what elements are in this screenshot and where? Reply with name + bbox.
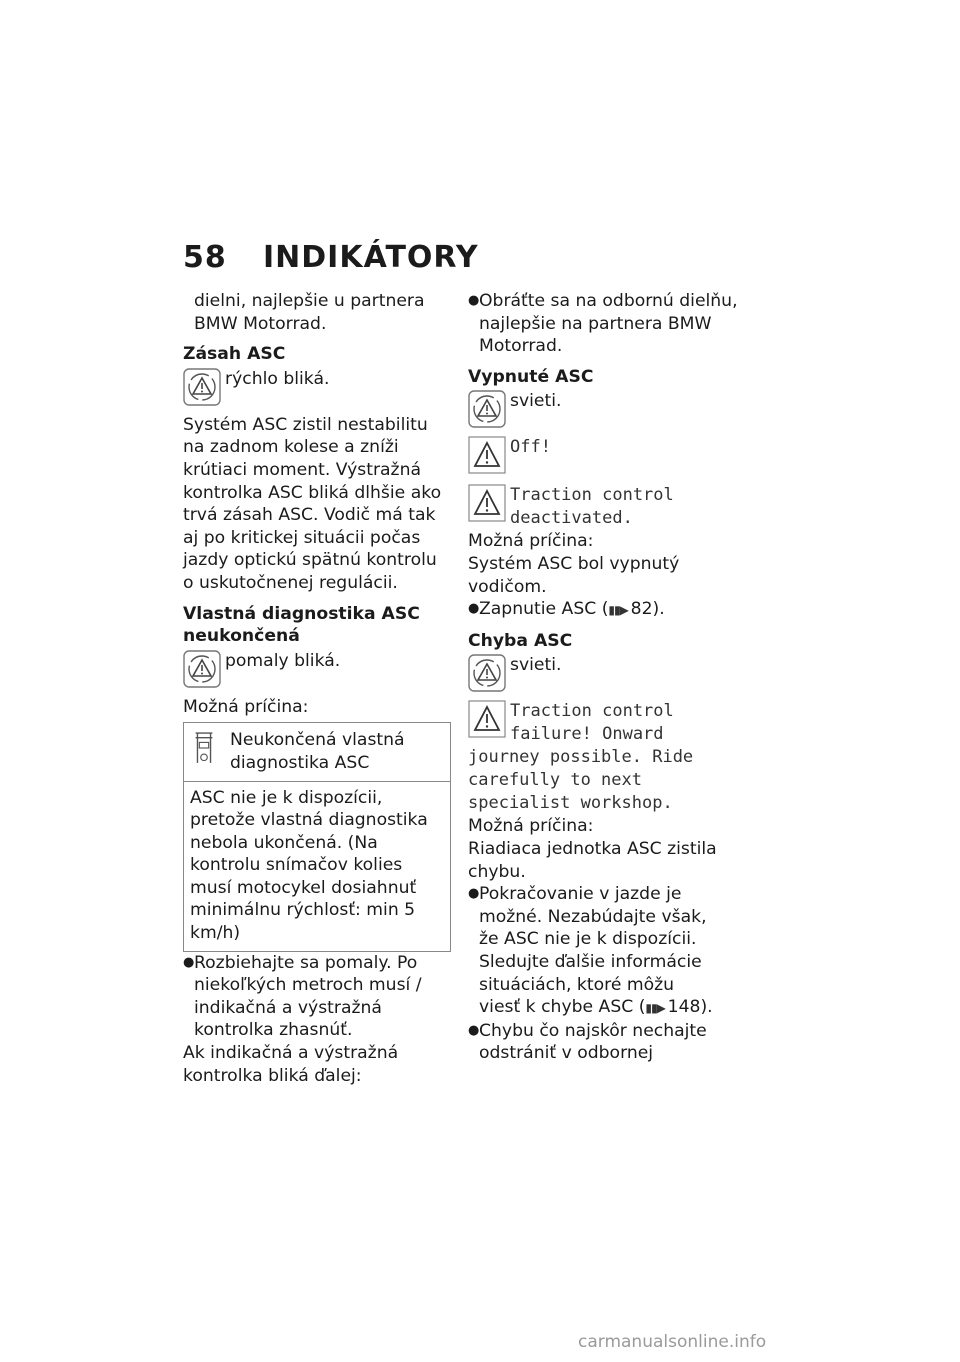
indicator-text: pomaly bliká. xyxy=(225,650,341,671)
list-item-text xyxy=(479,598,665,622)
list-item-end: ). xyxy=(700,997,713,1018)
cause-text: Riadiaca jednotka ASC zistila chybu. xyxy=(468,838,717,882)
cause-label: Možná príčina: xyxy=(468,531,594,552)
indicator-text: svieti. xyxy=(510,391,562,412)
left-column xyxy=(183,290,451,1087)
list-item-text: Chybu čo najskôr nechajte odstrániť v odbornej xyxy=(479,1020,707,1064)
asc-warning-light-icon xyxy=(468,390,506,428)
page-reference-arrow-icon: ▮▮▶ xyxy=(645,1001,668,1016)
asc-description: Systém ASC zistil nestabilitu na zadnom kolese a zníži krútiaci moment. Výstražná kontrolka ASC bliká dlhšie ako trvá zásah ASC. Vodič má tak aj po kritickej situácii počas jazdy optickú spätnú kontrolu o uskutočnenej regulácii. xyxy=(183,414,442,593)
bullet-icon: ● xyxy=(183,954,195,970)
indicator-text: rýchlo bliká. xyxy=(225,368,330,389)
cause-text: Systém ASC bol vypnutý vodičom. xyxy=(468,553,680,597)
note-title: Neukončená vlastná diagnostika ASC xyxy=(230,730,405,773)
page-number: 58 xyxy=(183,240,227,275)
warning-triangle-icon xyxy=(468,436,506,474)
asc-warning-light-icon xyxy=(183,368,221,406)
page-title: INDIKÁTORY xyxy=(263,240,479,275)
section-heading-asc-off: Vypnuté ASC xyxy=(468,366,594,387)
asc-warning-light-icon xyxy=(183,650,221,688)
indicator-row xyxy=(468,390,738,428)
tool-icon xyxy=(190,729,230,774)
asc-warning-light-icon xyxy=(468,654,506,692)
section-heading-asc-intervention: Zásah ASC xyxy=(183,344,286,365)
list-item xyxy=(468,598,738,622)
warning-triangle-icon xyxy=(468,484,506,522)
indicator-row xyxy=(183,368,451,406)
list-item-label: Pokračovanie v jazde je možné. Nezabúdajte však, že ASC nie je k dispozícii. Sledujte ďalšie informácie situáciách, ktoré môžu viesť k chybe ASC ( xyxy=(479,884,707,1018)
display-message-block xyxy=(468,700,738,815)
cause-label: Možná príčina: xyxy=(468,816,594,837)
bullet-icon: ● xyxy=(468,1022,480,1038)
list-item-label: Zapnutie ASC ( xyxy=(479,599,609,620)
display-message-row xyxy=(468,436,738,474)
list-item-text: Obráťte sa na odbornú dielňu, najlepšie na partnera BMW Motorrad. xyxy=(479,291,738,357)
intro-text: dielni, najlepšie u partnera BMW Motorrad. xyxy=(194,291,425,334)
list-item xyxy=(468,1020,738,1065)
warning-triangle-icon xyxy=(468,700,506,738)
right-column xyxy=(468,290,738,1065)
note-box xyxy=(183,722,451,951)
section-heading-self-diagnosis: Vlastná diagnostika ASC neukončená xyxy=(183,603,420,647)
page-header xyxy=(183,240,479,275)
bullet-icon: ● xyxy=(468,601,480,617)
list-item xyxy=(183,952,451,1042)
indicator-text: svieti. xyxy=(510,655,562,676)
bullet-icon: ● xyxy=(468,293,480,308)
display-message-row xyxy=(468,484,738,530)
indicator-row xyxy=(468,654,738,692)
list-item-text: Rozbiehajte sa pomaly. Po niekoľkých metroch musí / indikačná a výstražná kontrolka zhasnúť. xyxy=(194,952,422,1041)
list-item-text xyxy=(479,883,715,1020)
section-heading-asc-fault: Chyba ASC xyxy=(468,630,573,651)
list-item-end: ). xyxy=(652,599,665,620)
cause-label: Možná príčina: xyxy=(183,696,309,717)
page-reference-arrow-icon: ▮▮▶ xyxy=(608,603,631,618)
display-message: Off! xyxy=(510,437,551,458)
page-reference: 82 xyxy=(630,599,653,620)
page-reference: 148 xyxy=(667,997,701,1018)
indicator-row xyxy=(183,650,451,688)
list-item xyxy=(468,290,738,358)
note-body: ASC nie je k dispozícii, pretože vlastná diagnostika nebola ukončená. (Na kontrolu snímačov kolies musí motocykel dosiahnuť minimálnu rýchlosť: min 5 km/h) xyxy=(190,787,428,944)
display-message: Traction control failure! Onward journey possible. Ride carefully to next specialist workshop. xyxy=(468,701,694,814)
display-message: Traction control deactivated. xyxy=(510,485,674,529)
watermark: carmanualsonline.info xyxy=(578,1332,767,1352)
list-item xyxy=(468,883,738,1020)
bullet-icon: ● xyxy=(468,886,480,902)
followup-text: Ak indikačná a výstražná kontrolka bliká ďalej: xyxy=(183,1043,399,1086)
note-header xyxy=(184,723,450,781)
